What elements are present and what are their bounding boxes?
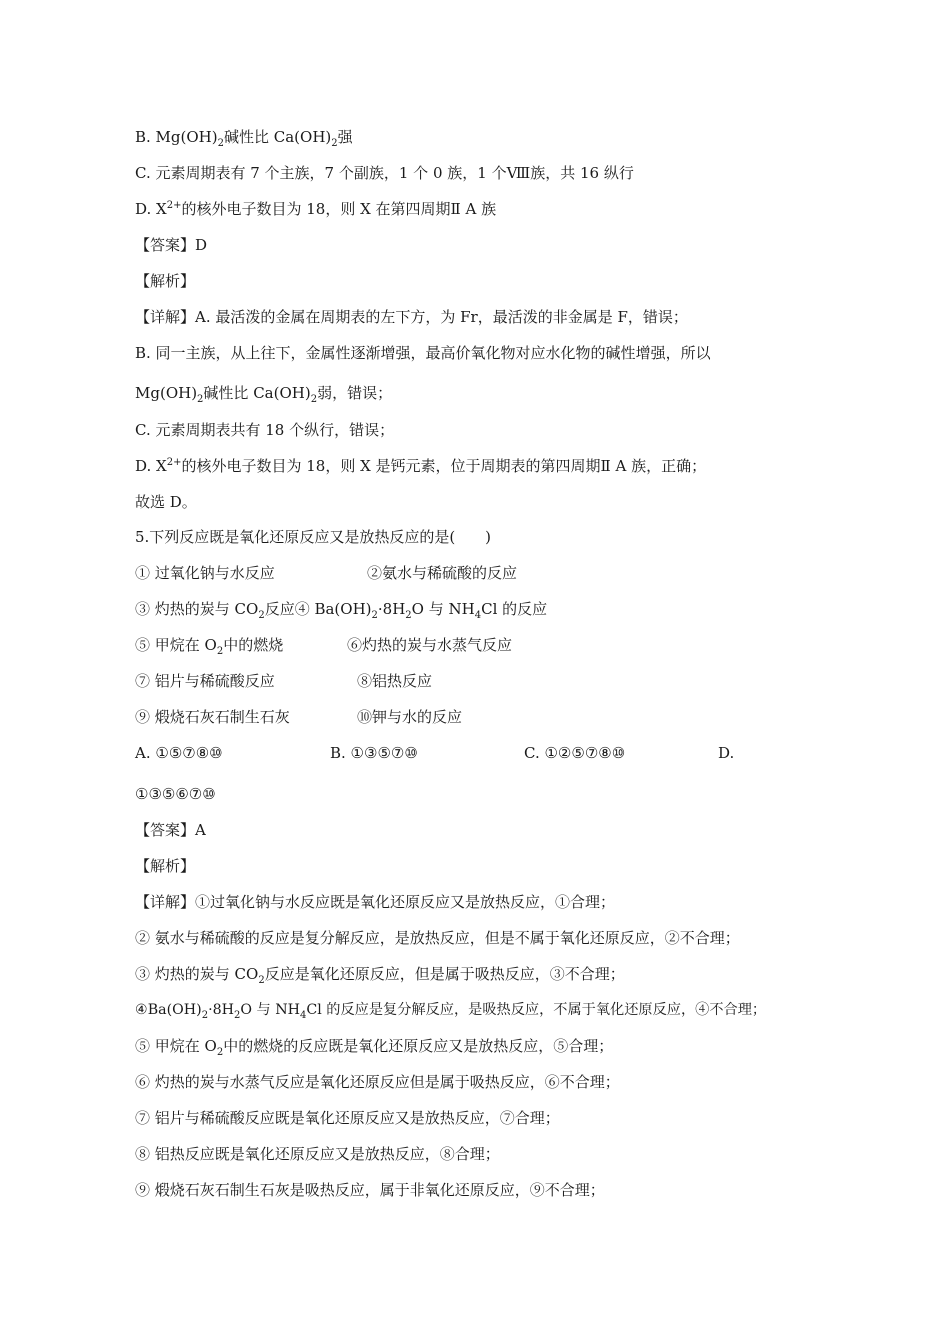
q5-detail-8: ⑧ 铝热反应既是氧化还原反应又是放热反应，⑧合理；: [135, 1145, 500, 1163]
q5-detail-9: ⑨ 煅烧石灰石制生石灰是吸热反应，属于非氧化还原反应，⑨不合理；: [135, 1181, 605, 1199]
q5-detail-7: ⑦ 铝片与稀硫酸反应既是氧化还原反应又是放热反应，⑦合理；: [135, 1109, 560, 1127]
question-5-stem: 5.下列反应既是氧化还原反应又是放热反应的是( ): [135, 528, 492, 546]
q5-detail-1: 【详解】①过氧化钠与水反应既是氧化还原反应又是放热反应，①合理；: [135, 893, 616, 911]
q5-choice-row-2: ③ 灼热的炭与 $CO_2$反应④ $Ba(OH)_2\cdot 8H_2O$ 与 $NH_4Cl$ 的反应: [135, 600, 548, 621]
prev-detail-d: D. $X^{2+}$的核外电子数目为 18，则 X 是钙元素，位于周期表的第四周期Ⅱ A 族，正确；: [135, 457, 707, 475]
q5-detail-4: $④Ba(OH)_2\cdot 8H_2O$ 与 $NH_4Cl$ 的反应是复分解反应，是吸热反应，不属于氧化还原反应，④不合理；: [135, 1002, 767, 1021]
q5-answer: 【答案】A: [135, 821, 206, 839]
option-a: A. ①⑤⑦⑧⑩: [135, 744, 223, 762]
q5-detail-3: ③ 灼热的炭与 $CO_2$反应是氧化还原反应，但是属于吸热反应，③不合理；: [135, 965, 625, 986]
prev-detail-b-line2: $Mg(OH)_2$碱性比 $Ca(OH)_2$弱，错误；: [135, 384, 393, 405]
document-page: B. $Mg(OH)_2$碱性比 $Ca(OH)_2$强 C. 元素周期表有 7 个主族，7 个副族，1 个 0 族，1 个Ⅷ族，共 16 纵行 D. $X^{2+}$的核外电子数目为 18，则 X 在第四周期Ⅱ A 族 【答案】D 【解析】 【详解】A. 最活泼的金属在周期表的左下方，为 Fr，最活泼的非金属是 F，错误； B. 同一主族，从上往下，金属性逐渐增强，最高价氧化物对应水化物的碱性增强，所以 $Mg(OH)_2$碱性比 $Ca(OH)_2$弱，错误； C. 元素周期表共有 18 个纵行，错误； D. $X^{2+}$的核外电子数目为 18，则 X 是钙元素，位于周期表的第四周期Ⅱ A 族，正确； 故选 D。 5.下列反应既是氧化还原反应又是放热反应的是( ) ① 过氧化钠与水反应 ②氨水与稀硫酸的反应 ③ 灼热的炭与 $CO_2$反应④ $Ba(OH)_2\cdot 8H_2O$ 与 $NH_4Cl$ 的反应 ⑤ 甲烷在 $O_2$中的燃烧 ⑥灼热的炭与水蒸气反应 ⑦ 铝片与稀硫酸反应 ⑧铝热反应 ⑨ 煅烧石灰石制生石灰 ⑩钾与水的反应 A. ①⑤⑦⑧⑩ B. ①③⑤⑦⑩ C. ①②⑤⑦⑧⑩ D. ①③⑤⑥⑦⑩ 【答案】A 【解析】 【详解】①过氧化钠与水反应既是氧化还原反应又是放热反应，①合理； ② 氨水与稀硫酸的反应是复分解反应，是放热反应，但是不属于氧化还原反应，②不合理； ③ 灼热的炭与 $CO_2$反应是氧化还原反应，但是属于吸热反应，③不合理； $④Ba(OH)_2\cdot 8H_2O$ 与 $NH_4Cl$ 的反应是复分解反应，是吸热反应，不属于氧化还原反应，④不合理； ⑤ 甲烷在 $O_2$中的燃烧的反应既是氧化还原反应又是放热反应，⑤合理； ⑥ 灼热的炭与水蒸气反应是氧化还原反应但是属于吸热反应，⑥不合理； ⑦ 铝片与稀硫酸反应既是氧化还原反应又是放热反应，⑦合理； ⑧ 铝热反应既是氧化还原反应又是放热反应，⑧合理； ⑨ 煅烧石灰石制生石灰是吸热反应，属于非氧化还原反应，⑨不合理；: [135, 128, 767, 1199]
prev-detail-c: C. 元素周期表共有 18 个纵行，错误；: [135, 421, 395, 439]
prev-option-d: D. $X^{2+}$的核外电子数目为 18，则 X 在第四周期Ⅱ A 族: [135, 200, 497, 218]
prev-answer: 【答案】D: [135, 236, 208, 254]
option-b: B. ①③⑤⑦⑩: [330, 744, 418, 762]
option-d: D.: [718, 744, 735, 762]
prev-analysis-label: 【解析】: [135, 272, 196, 290]
option-d-continued: ①③⑤⑥⑦⑩: [135, 785, 216, 803]
q5-detail-6: ⑥ 灼热的炭与水蒸气反应是氧化还原反应但是属于吸热反应，⑥不合理；: [135, 1073, 620, 1091]
prev-conclusion: 故选 D。: [135, 493, 197, 511]
q5-analysis-label: 【解析】: [135, 857, 196, 875]
prev-option-b: B. $Mg(OH)_2$碱性比 $Ca(OH)_2$强: [135, 128, 353, 149]
prev-detail-a: 【详解】A. 最活泼的金属在周期表的左下方，为 Fr，最活泼的非金属是 F，错误；: [135, 308, 688, 326]
q5-detail-2: ② 氨水与稀硫酸的反应是复分解反应，是放热反应，但是不属于氧化还原反应，②不合理；: [135, 929, 740, 947]
option-c: C. ①②⑤⑦⑧⑩: [524, 744, 626, 762]
q5-detail-5: ⑤ 甲烷在 $O_2$中的燃烧的反应既是氧化还原反应又是放热反应，⑤合理；: [135, 1037, 614, 1058]
prev-detail-b-line1: B. 同一主族，从上往下，金属性逐渐增强，最高价氧化物对应水化物的碱性增强，所以: [135, 344, 711, 362]
prev-option-c: C. 元素周期表有 7 个主族，7 个副族，1 个 0 族，1 个Ⅷ族，共 16 纵行: [135, 164, 634, 182]
